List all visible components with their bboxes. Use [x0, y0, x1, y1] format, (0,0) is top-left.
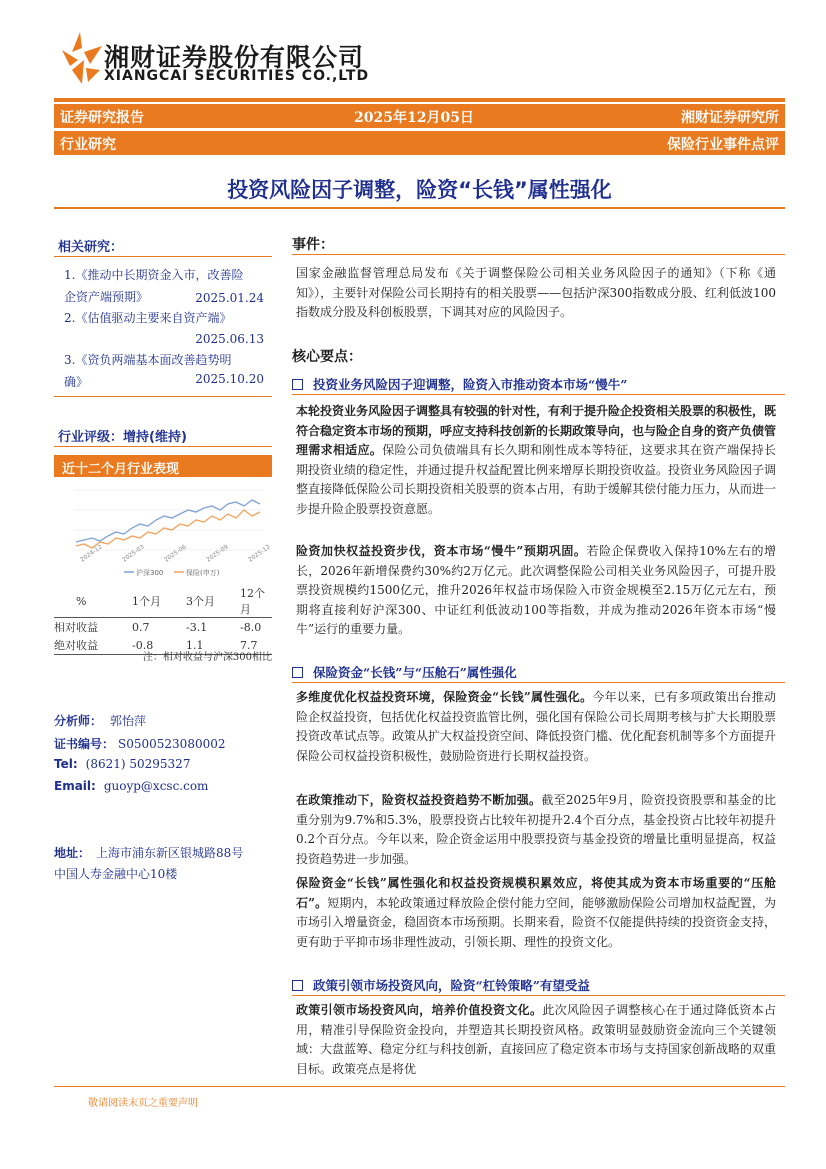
table-row: 绝对收益 -0.8 1.1 7.7 [54, 636, 272, 655]
section-3-title: 政策引领市场投资风向，险资“杠铃策略”有望受益 [292, 976, 785, 994]
header-band-top [54, 104, 785, 128]
address: 地址： 上海市浦东新区银城路88号 [54, 846, 244, 860]
email[interactable]: Email: guoyp@xcsc.com [54, 779, 209, 793]
paragraph-4: 在政策推动下，险资权益投资趋势不断加强。截至2025年9月，险资投资股票和基金的比重分别为9.7%和5.3%，股票投资占比较年初提升2.4个百分点，基金投资占比较年初提升0.2个百分点。今年以来，险企资金运用中股票投资与基金投资的增量比重明显提高，权益投资趋势进一步加强。 [296, 793, 776, 866]
performance-title-bar [54, 455, 272, 477]
section-1-title: 投资业务风险因子迎调整，险资入市推动资本市场“慢牛” [292, 375, 785, 393]
related-item-2[interactable]: 2.《估值驱动主要来自资产端》 [64, 311, 232, 325]
svg-text:2025-09: 2025-09 [205, 543, 230, 564]
svg-text:2025-03: 2025-03 [121, 543, 146, 564]
section-2-title: 保险资金“长钱”与“压舱石”属性强化 [292, 663, 785, 681]
key-points-heading: 核心要点： [292, 349, 362, 365]
checkbox-icon [292, 667, 303, 678]
related-item-1[interactable]: 1.《推动中长期资金入市，改善险 企资产端预期》 [64, 268, 244, 304]
section-1-divider [292, 394, 785, 395]
telephone: Tel: (8621) 50295327 [54, 757, 191, 771]
svg-text:2025-12: 2025-12 [247, 543, 272, 564]
footer-divider [54, 1086, 785, 1087]
analyst: 分析师： 郭怡萍 [54, 714, 147, 728]
performance-table [54, 585, 272, 655]
report-type: 证券研究报告 [60, 110, 144, 126]
footer-disclaimer[interactable]: 敬请阅读末页之重要声明 [88, 1098, 198, 1109]
section-3-divider [292, 995, 785, 996]
insurance-series-line [76, 510, 260, 548]
checkbox-icon [292, 379, 303, 390]
report-category: 行业研究 [60, 137, 116, 153]
report-title: 投资风险因子调整，险资“长钱”属性强化 [227, 178, 612, 202]
event-paragraph: 国家金融监督管理总局发布《关于调整保险公司相关业务风险因子的通知》（下称《通知》），主要针对保险公司长期持有的相关股票——包括沪深300指数成分股、红利低波100指数成分股及科创板股票，下调其对应的风险因子。 [296, 266, 776, 320]
hs300-series-line [76, 500, 260, 542]
paragraph-5: 保险资金“长钱”属性强化和权益投资规模积累效应，将使其成为资本市场重要的“压舱石”。短期内，本轮政策通过释放险企偿付能力空间，能够激励保险公司增加权益配置，为市场引入增量资金，稳固资本市场预期。长期来看，险资不仅能提供持续的投资资金支持，更有助于平抑市场非理性波动，引领长期、理性的投资文化。 [296, 876, 777, 949]
comment-type: 保险行业事件点评 [667, 137, 779, 153]
title-divider [54, 207, 785, 209]
table-row: 相对收益 0.7 -3.1 -8.0 [54, 620, 262, 634]
report-date: 2025年12月05日 [354, 110, 474, 126]
related-date-1: 2025.01.24 [195, 291, 264, 305]
checkbox-icon [292, 980, 303, 991]
rating-divider [54, 446, 272, 447]
related-date-2: 2025.06.13 [195, 332, 264, 346]
legend-hs300: 沪深300 [136, 569, 164, 577]
industry-rating: 行业评级：增持(维持) [58, 430, 187, 445]
legend-insurance: 保险(申万) [186, 569, 220, 577]
table-note: 注：相对收益与沪深300相比 [142, 652, 272, 663]
paragraph-2: 险资加快权益投资步伐，资本市场“慢牛”预期巩固。若险企保费收入保持10%左右的增长，2026年新增保费约30%约2万亿元。此次调整保险公司相关业务风险因子，可提升股票投资规模约1500亿元，推升2026年权益市场保险入市资金规模至2.15万亿元左右，预期将直接利好沪深300、中证红利低波动100等指数，并成为推动2026年资本市场“慢牛”运行的重要力量。 [296, 544, 776, 637]
table-header-row: % 1个月 3个月 12个月 [54, 585, 272, 618]
related-bottom-divider [54, 396, 272, 397]
cert-number: 证书编号： S0500523080002 [54, 737, 226, 751]
related-divider [54, 256, 272, 257]
event-divider [292, 254, 785, 255]
performance-title: 近十二个月行业表现 [62, 462, 180, 477]
related-research-heading: 相关研究： [58, 240, 124, 255]
paragraph-6: 政策引领市场投资风向，培养价值投资文化。此次风险因子调整核心在于通过降低资本占用，精准引导保险资金投向，并塑造其长期投资风格。政策明显鼓励资金流向三个关键领域：大盘蓝筹、稳定分红与科技创新，直接回应了稳定资本市场与支持国家创新战略的双重目标。政策亮点是将优 [296, 1003, 776, 1076]
related-item-3[interactable]: 3.《资负两端基本面改善趋势明 确》 [64, 353, 232, 389]
institute: 湘财证券研究所 [681, 110, 779, 126]
event-heading: 事件： [292, 237, 334, 253]
company-name-cn: 湘财证券股份有限公司 [104, 43, 365, 72]
company-name-en: XIANGCAI SECURITIES CO.,LTD [104, 68, 370, 84]
svg-text:2024-12: 2024-12 [79, 543, 104, 564]
performance-chart [54, 480, 272, 578]
address-line-2: 中国人寿金融中心10楼 [54, 867, 178, 881]
header-divider [54, 98, 785, 102]
company-logo-icon [58, 30, 104, 86]
header-band-bottom [54, 131, 785, 155]
paragraph-1: 本轮投资业务风险因子调整具有较强的针对性，有利于提升险企投资相关股票的积极性，既符合稳定资本市场的预期，呼应支持科技创新的长期政策导向，也与险企自身的资产负债管理需求相适应。保险公司负债端具有长久期和刚性成本等特征，这要求其在资产端保持长期投资业绩的稳定性，并通过提升权益配置比例来增厚长期投资收益。投资业务风险因子调整直接降低保险公司长期投资相关股票的资本占用，有助于缓解其偿付能力压力，从而进一步提升险企股票投资意愿。 [296, 404, 777, 516]
related-date-3: 2025.10.20 [195, 372, 264, 386]
section-2-divider [292, 682, 785, 683]
svg-text:2025-06: 2025-06 [163, 543, 188, 564]
paragraph-3: 多维度优化权益投资环境，保险资金“长钱”属性强化。今年以来，已有多项政策出台推动险企权益投资，包括优化权益投资监管比例，强化国有保险公司长周期考核与扩大长期股票投资改革试点等。政策从扩大权益投资空间、降低投资门槛、优化配套机制等多个方面提升保险公司权益投资积极性，鼓励险资进行长期权益投资。 [296, 690, 777, 763]
